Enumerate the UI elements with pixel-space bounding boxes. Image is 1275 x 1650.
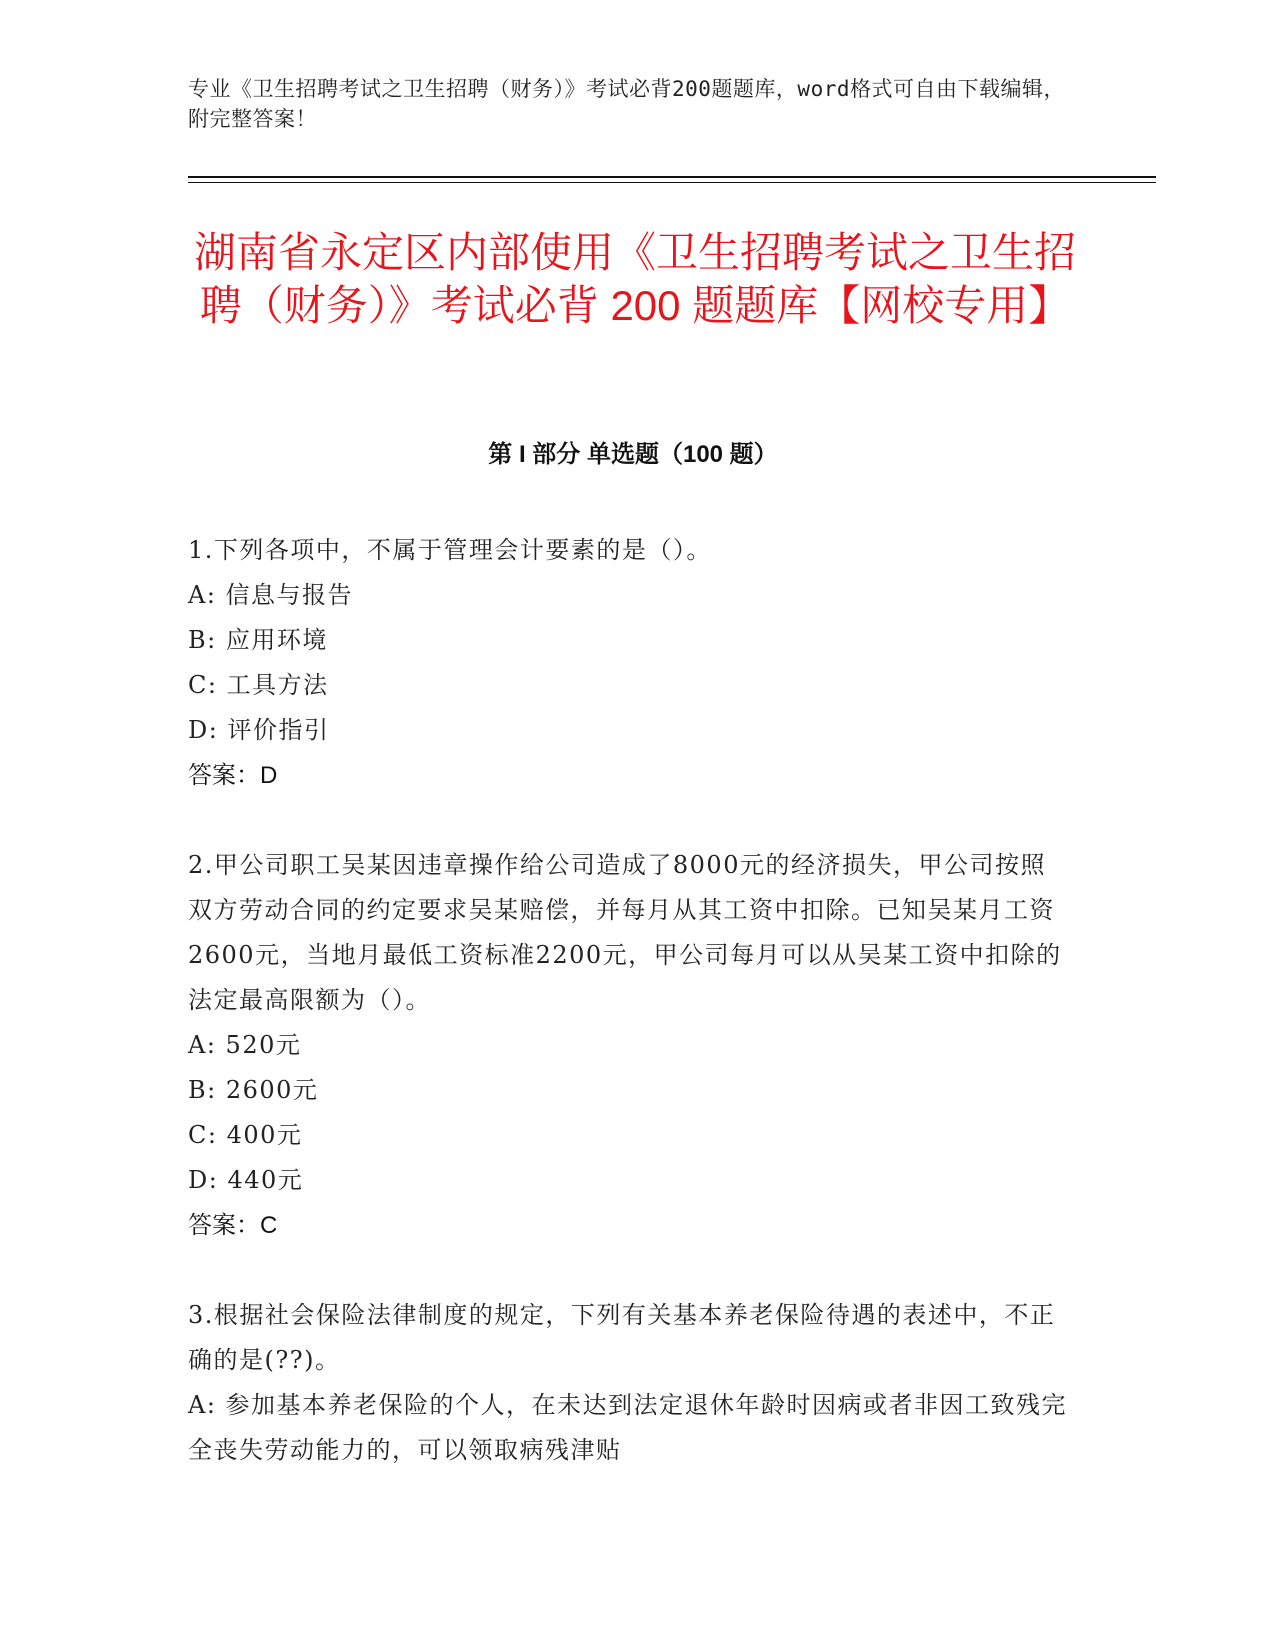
question-stem: 1.下列各项中，不属于管理会计要素的是（）。 bbox=[188, 536, 712, 564]
question-2 bbox=[188, 843, 1068, 1248]
answer: 答案：C bbox=[188, 1212, 278, 1239]
question-stem: 2.甲公司职工吴某因违章操作给公司造成了8000元的经济损失，甲公司按照双方劳动合同的约定要求吴某赔偿，并每月从其工资中扣除。已知吴某月工资2600元，当地月最低工资标准2200元，甲公司每月可以从吴某工资中扣除的法定最高限额为（）。 bbox=[188, 851, 1062, 1014]
option-b: B: 应用环境 bbox=[188, 626, 328, 654]
question-1 bbox=[188, 528, 1068, 798]
option-b: B: 2600元 bbox=[188, 1076, 319, 1104]
question-list bbox=[188, 528, 1068, 1518]
option-d: D: 440元 bbox=[188, 1166, 304, 1194]
option-a: A: 信息与报告 bbox=[188, 581, 354, 609]
option-c: C: 400元 bbox=[188, 1121, 303, 1149]
header-divider-thin bbox=[188, 182, 1156, 183]
section-heading: 第 I 部分 单选题（100 题） bbox=[488, 441, 778, 468]
document-title: 湖南省永定区内部使用《卫生招聘考试之卫生招聘（财务）》考试必背 200 题题库【网校专用】 bbox=[193, 229, 1076, 329]
answer: 答案：D bbox=[188, 762, 278, 789]
option-a: A: 520元 bbox=[188, 1031, 302, 1059]
header-note: 专业《卫生招聘考试之卫生招聘（财务）》考试必背200题题库，word格式可自由下载编辑，附完整答案！ bbox=[188, 77, 1065, 131]
option-a: A: 参加基本养老保险的个人，在未达到法定退休年龄时因病或者非因工致残完全丧失劳动能力的，可以领取病残津贴 bbox=[188, 1391, 1068, 1464]
option-c: C: 工具方法 bbox=[188, 671, 329, 699]
option-d: D: 评价指引 bbox=[188, 716, 330, 744]
header-divider-thick bbox=[188, 176, 1156, 178]
question-3 bbox=[188, 1293, 1068, 1473]
question-stem: 3.根据社会保险法律制度的规定，下列有关基本养老保险待遇的表述中，不正确的是(??)。 bbox=[188, 1301, 1056, 1374]
